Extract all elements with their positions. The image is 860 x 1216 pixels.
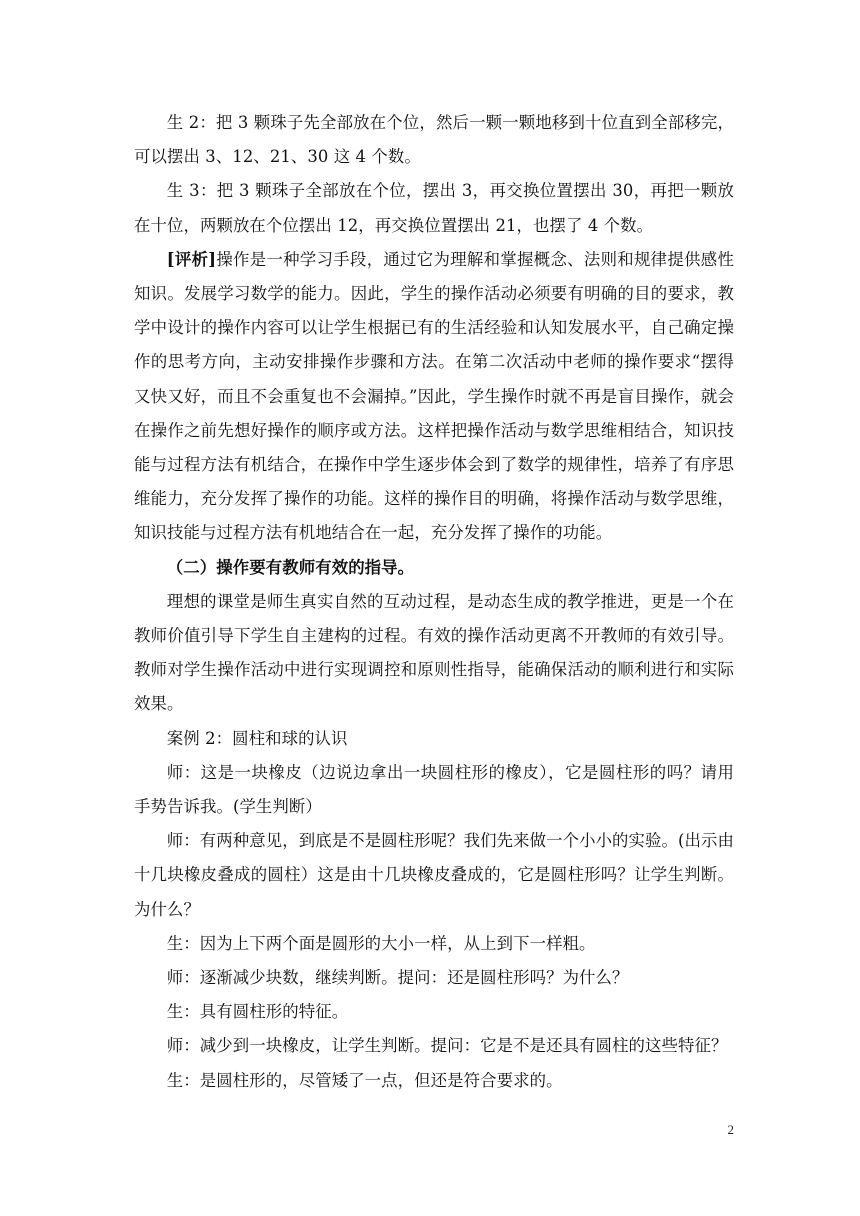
paragraph-analysis (134, 243, 734, 551)
document-body (134, 106, 734, 1098)
dialogue-line: 师：逐渐减少块数，继续判断。提问：还是圆柱形吗？为什么？ (166, 968, 629, 988)
section-heading: （二）操作要有教师有效的指导。 (166, 557, 415, 577)
paragraph-student-3: 生 3：把 3 颗珠子全部放在个位，摆出 3，再交换位置摆出 30，再把一颗放在十位，两颗放在个位摆出 12，再交换位置摆出 21，也摆了 4 个数。 (134, 181, 734, 235)
dialogue-line: 生：因为上下两个面是圆形的大小一样，从上到下一样粗。 (166, 933, 596, 953)
dialogue-line: 师：这是一块橡皮（边说边拿出一块圆柱形的橡皮），它是圆柱形的吗？请用手势告诉我。(学生判断） (134, 762, 734, 817)
dialogue-line: 师：减少到一块橡皮，让学生判断。提问：它是不是还具有圆柱的这些特征？ (166, 1036, 728, 1056)
analysis-tag: [评析] (166, 249, 217, 269)
paragraph-student-2: 生 2：把 3 颗珠子先全部放在个位，然后一颗一颗地移到十位直到全部移完，可以摆出 3、12、21、30 这 4 个数。 (134, 113, 734, 167)
analysis-text: 操作是一种学习手段，通过它为理解和掌握概念、法则和规律提供感性知识。发展学习数学的能力。因此，学生的操作活动必须要有明确的目的要求，教学中设计的操作内容可以让学生根据已有的生活经验和认知发展水平，自己确定操作的思考方向，主动安排操作步骤和方法。在第二次活动中老师的操作要求“摆得又快又好，而且不会重复也不会漏掉。”因此，学生操作时就不再是盲目操作，就会在操作之前先想好操作的顺序或方法。这样把操作活动与数学思维相结合，知识技能与过程方法有机结合，在操作中学生逐步体会到了数学的规律性，培养了有序思维能力，充分发挥了操作的功能。这样的操作目的明确，将操作活动与数学思维，知识技能与过程方法有机地结合在一起，充分发挥了操作的功能。 (134, 249, 734, 543)
case-title: 案例 2：圆柱和球的认识 (166, 728, 348, 748)
dialogue-line: 师：有两种意见，到底是不是圆柱形呢？我们先来做一个小小的实验。(出示由十几块橡皮叠成的圆柱）这是由十几块橡皮叠成的，它是圆柱形吗？让学生判断。为什么？ (134, 831, 734, 919)
page-number: 2 (727, 1122, 734, 1137)
paragraph-ideal-classroom: 理想的课堂是师生真实自然的互动过程，是动态生成的教学推进，更是一个在教师价值引导下学生自主建构的过程。有效的操作活动更离不开教师的有效引导。教师对学生操作活动中进行实现调控和原则性指导，能确保活动的顺利进行和实际效果。 (134, 591, 734, 714)
dialogue-line: 生：具有圆柱形的特征。 (166, 1002, 349, 1022)
dialogue-line: 生：是圆柱形的，尽管矮了一点，但还是符合要求的。 (166, 1070, 563, 1090)
